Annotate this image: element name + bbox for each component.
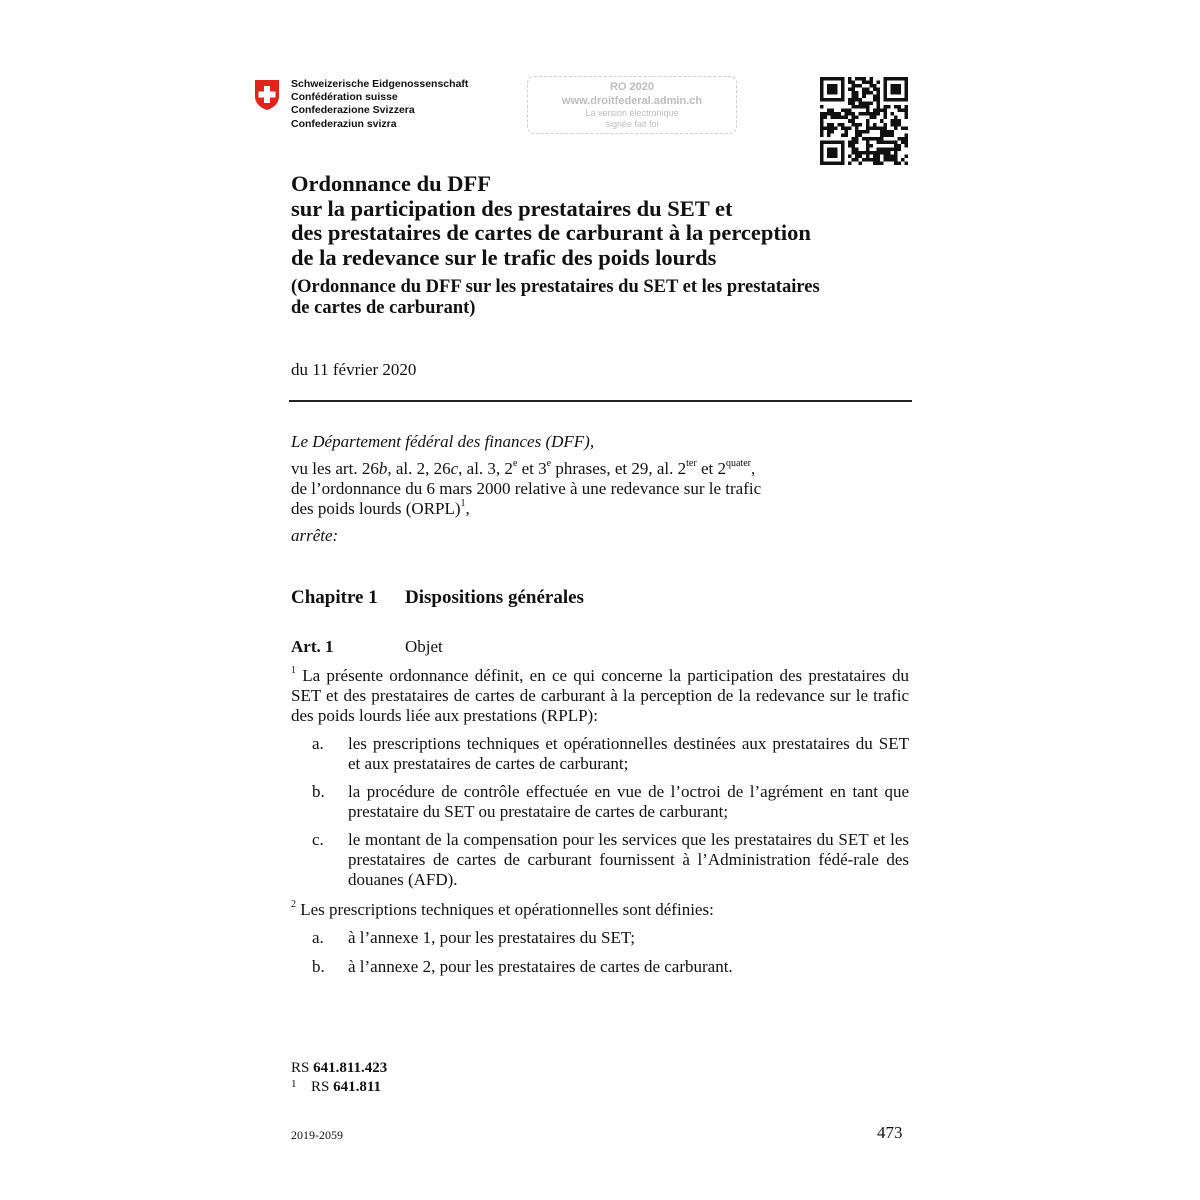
list-label: b. — [312, 782, 325, 801]
footnote-text: RS 641.811 — [311, 1079, 382, 1095]
confederation-names — [291, 78, 468, 131]
stamp-url: www.droitfederal.admin.ch — [561, 95, 703, 107]
short-title — [291, 277, 820, 319]
footnote-number: 1 — [291, 1078, 297, 1090]
chapter-number: Chapitre 1 — [291, 587, 378, 608]
confederation-de: Schweizerische Eidgenossenschaft — [291, 78, 469, 90]
title-line: de la redevance sur le trafic des poids lourds — [291, 244, 717, 270]
article-paragraph-1: $^1$ La présente ordonnance définit, en ce qui concerne la participation des prestataires du SET et des prestataires de cartes de carburant à la perception de la redevance sur le trafic des poids lourds liée aux prestations (RPLP): — [291, 665, 909, 725]
list-label: c. — [312, 830, 324, 849]
list-text: le montant de la compensation pour les services que les prestataires du SET et les prestataires de cartes de carburant fournissent à l’Administration fédé-rale des douanes (AFD). — [348, 830, 909, 889]
confederation-fr: Confédération suisse — [291, 91, 398, 104]
preamble-reference: de l’ordonnance du 6 mars 2000 relative à une redevance sur le trafic — [291, 479, 762, 498]
list-text: à l’annexe 1, pour les prestataires du SET; — [348, 928, 636, 947]
title-divider — [289, 400, 912, 402]
short-title-line: de cartes de carburant) — [291, 298, 476, 318]
ordinance-title — [291, 172, 811, 270]
list-text: la procédure de contrôle effectuée en vue de l’octroi de l’agrément en tant que prestataire du SET ou prestataire de cartes de carburant; — [348, 782, 909, 821]
article-number: Art. 1 — [291, 637, 334, 656]
preamble — [291, 432, 831, 546]
stamp-ro: RO 2020 — [609, 81, 655, 93]
preamble-reference-end: des poids lourds (ORPL)$^1$, — [291, 498, 470, 518]
article-title: Objet — [405, 637, 443, 656]
confederation-it: Confederazione Svizzera — [291, 104, 415, 117]
list-label: a. — [312, 734, 324, 753]
stamp-note-1: La version électronique — [585, 108, 679, 118]
chapter-title: Dispositions générales — [405, 587, 584, 608]
ordinance-date: du 11 février 2020 — [291, 360, 417, 379]
page-number: 473 — [877, 1123, 903, 1142]
swiss-cross-icon — [253, 79, 281, 111]
list-label: a. — [312, 928, 324, 947]
stamp-note-2: signée fait foi — [605, 119, 659, 129]
list-label: b. — [312, 957, 325, 976]
list-text: les prescriptions techniques et opérationnelles destinées aux prestataires du SET et aux prestataires de cartes de carburant; — [348, 734, 909, 773]
confederation-rm: Confederaziun svizra — [291, 117, 397, 130]
short-title-line: (Ordonnance du DFF sur les prestataires du SET et les prestataires — [291, 277, 820, 297]
footnote-ref-1[interactable]: 1 — [460, 498, 466, 510]
chapter-heading — [291, 587, 584, 609]
preamble-department: Le Département fédéral des finances (DFF), — [291, 432, 595, 451]
preamble-legal-basis: vu les art. 26b, al. 2, 26c, al. 3, 2e et 3e phrases, et 29, al. $2^{ter}$ et $2^{quater}$, — [291, 458, 756, 478]
title-line: sur la participation des prestataires du SET et — [291, 195, 733, 221]
qr-code-icon — [820, 77, 908, 165]
title-line: Ordonnance du DFF — [291, 171, 492, 196]
document-id: 2019-2059 — [291, 1128, 343, 1142]
rs-reference: RS 641.811.423 — [291, 1060, 388, 1076]
electronic-version-stamp — [527, 76, 737, 134]
article-paragraph-2: $^2$ Les prescriptions techniques et opérationnelles sont définies: — [291, 899, 714, 919]
title-line: des prestataires de cartes de carburant à la perception — [291, 220, 811, 245]
list-text: à l’annexe 2, pour les prestataires de cartes de carburant. — [348, 957, 733, 976]
preamble-arrete: arrête: — [291, 526, 339, 545]
